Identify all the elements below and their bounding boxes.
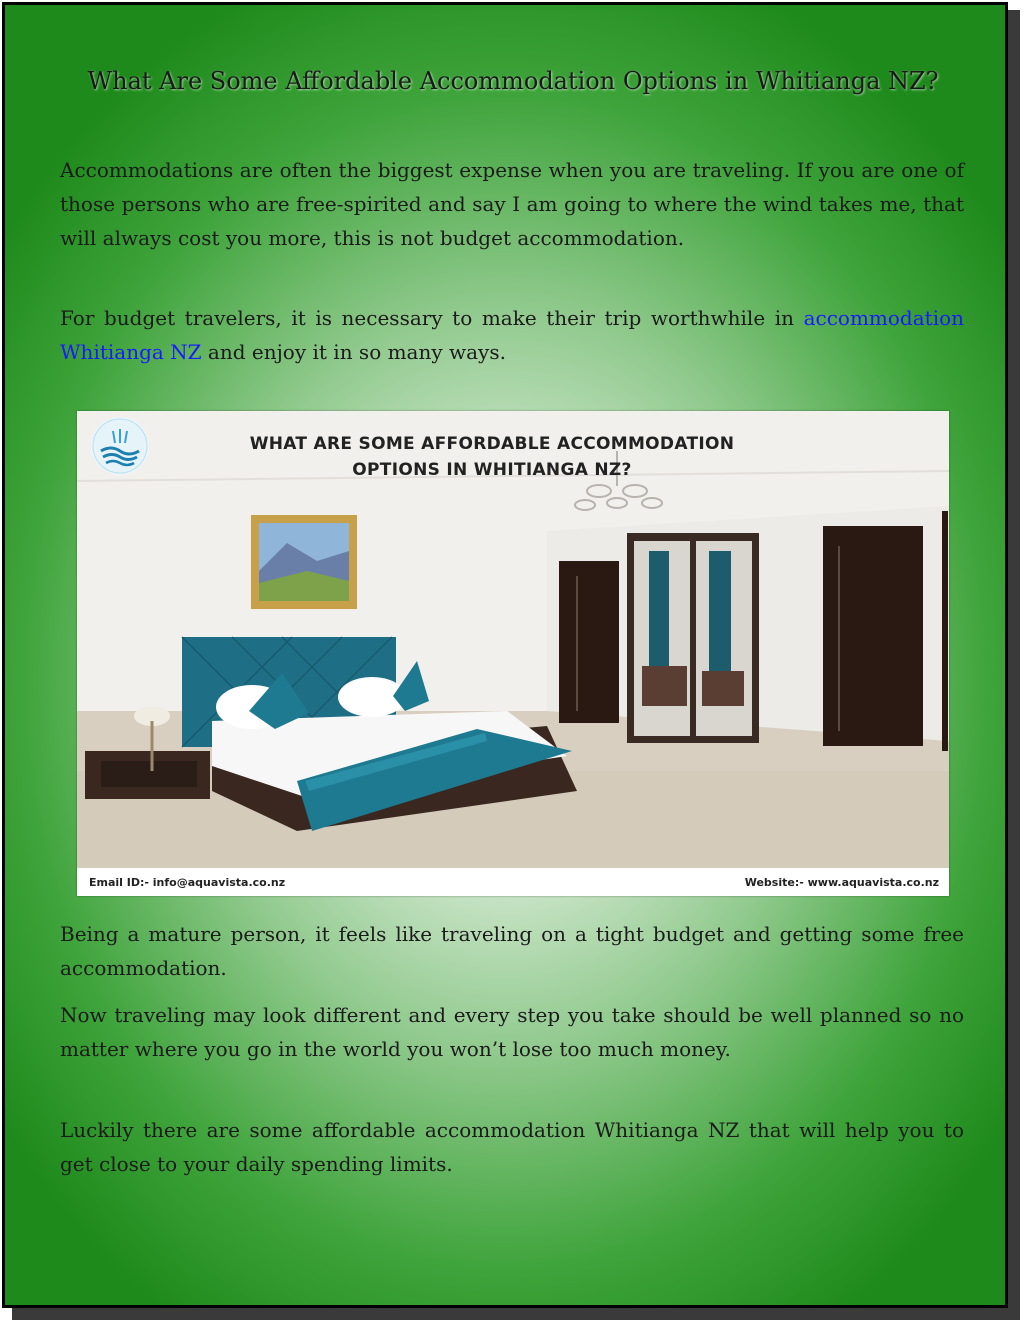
bedroom-image [77,411,949,896]
aquavista-logo-icon [91,417,149,475]
paragraph-intro: Accommodations are often the biggest expense when you are traveling. If you are one of those persons who are free-spirited and say I am going to where the wind takes me, that will always cost you more, this is not budget accommodation. [60,158,964,250]
page-title: What Are Some Affordable Accommodation Options in Whitianga NZ? [87,67,939,95]
paragraph-budget-text-start: For budget travelers, it is necessary to make their trip worthwhile in [60,306,795,330]
paragraph-mature: Being a mature person, it feels like traveling on a tight budget and getting some free accommodation. [60,922,964,980]
image-website: Website:- www.aquavista.co.nz [744,876,939,889]
accommodation-whitianga-link[interactable]: accommodation Whitianga NZ [60,306,965,364]
paragraph-budget-text-end: and enjoy it in so many ways. [207,340,506,364]
image-title: WHAT ARE SOME AFFORDABLE ACCOMMODATION OPTIONS IN WHITIANGA NZ? [249,434,735,480]
document-page [2,2,1008,1308]
image-footer [77,868,949,896]
paragraph-budget [60,301,964,369]
paragraph-luckily: Luckily there are some affordable accommodation Whitianga NZ that will help you to get close to your daily spending limits. [60,1118,964,1176]
paragraph-planning: Now traveling may look different and every step you take should be well planned so no matter where you go in the world you won’t lose too much money. [60,1003,964,1061]
image-email: Email ID:- info@aquavista.co.nz [89,876,286,889]
bedroom-illustration [77,411,949,896]
